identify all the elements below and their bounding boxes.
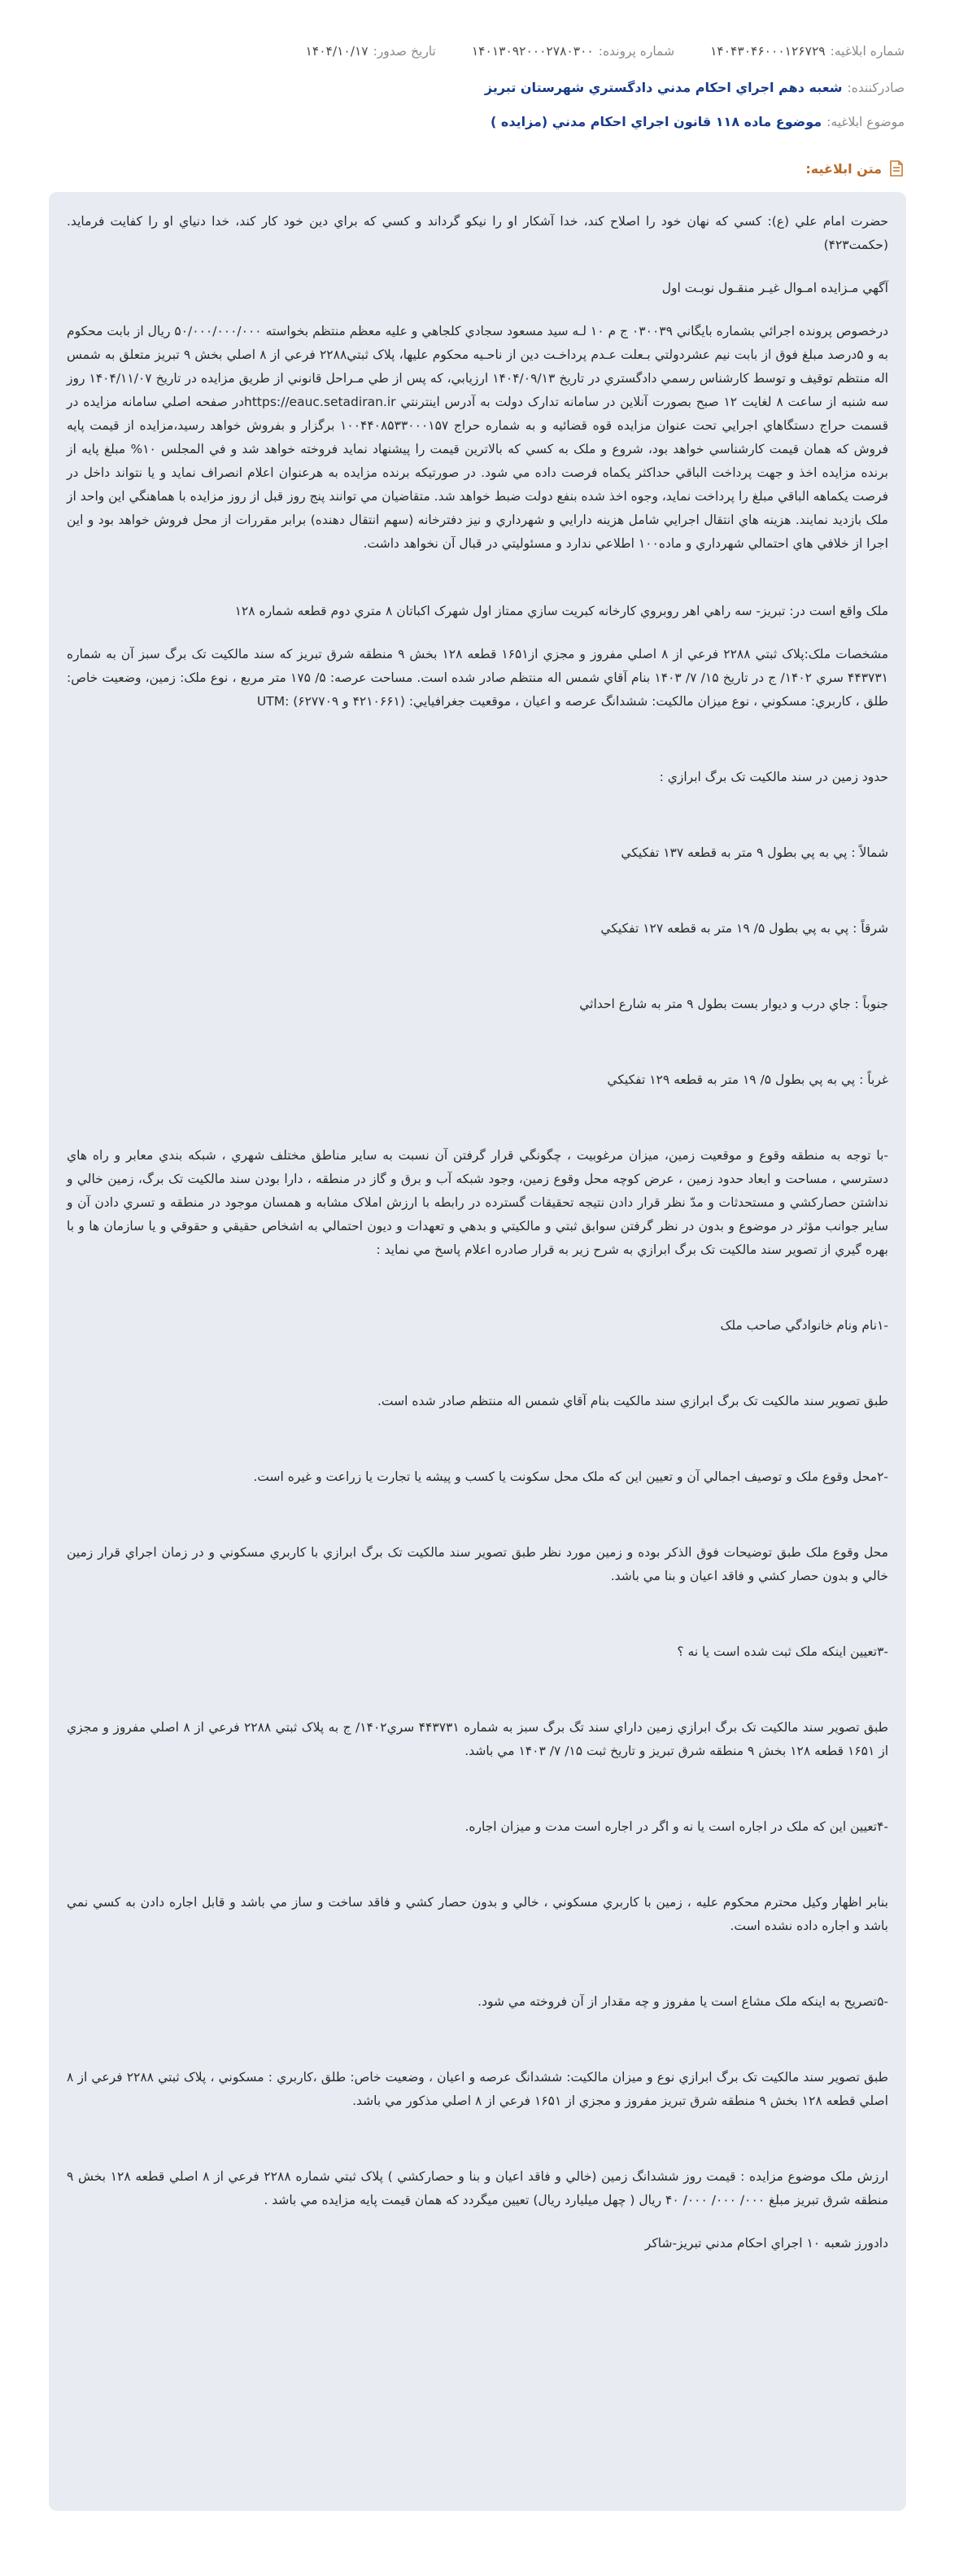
signature: دادورز شعبه ۱۰ اجراي احکام مدني تبريز-شاکر [644, 2236, 888, 2251]
item-2-heading: -۲محل وقوع ملک و توصيف اجمالي آن و تعيين اين که ملک محل سکونت يا کسب و پيشه يا تجارت يا زراعت و غيره است. [253, 1469, 888, 1484]
property-value: ارزش ملک موضوع مزايده : قيمت روز ششدانگ زمين (خالي و فاقد اعيان و بنا و حصارکشي ) پلاک ثبتي شماره ۲۲۸۸ فرعي از ۸ اصلي قطعه ۱۲۸ بخش ۹ منطقه شرق تبريز مبلغ ۰۰۰/ ۰۰۰/ ۰۰۰/ ۴۰ ريال ( چهل ميليارد ريال) تعيين ميگردد که همان قيمت پايه مزايده مي باشد . [67, 2169, 889, 2207]
boundary-east: شرقاً : پي به پي بطول ۵/ ۱۹ متر به قطعه ۱۲۷ تفکيکي [600, 921, 888, 936]
auction-details-paragraph: درخصوص پرونده اجرائي بشماره بايگاني ۰۳۰۰۳۹ ج م ۱۰ لـه سيد مسعود سجادي کلجاهي و عليه معظم منتظم بخواسته ۵۰/۰۰۰/۰۰۰/۰۰۰ ريال از بابت محکوم به و ۵درصد مبلغ فوق از بابت نيم عشردولتي بـعلت عـدم پرداخـت دين از ناحـيه محکوم عليها، پلاک ثبتي۲۲۸۸ فرعي از ۸ اصلي بخش ۹ تبريز متعلق به شمس اله منتظم توقيف و توسط کارشناس رسمي دادگستري در تاريخ ۱۴۰۴/۰۹/۱۳ ارزيابي، که پس از طي مـراحل قانوني از طريق مزايده در تاريخ ۱۴۰۴/۱۱/۰۷ روز سه شنبه از ساعت ۸ لغايت ۱۲ صبح بصورت آنلاين در سامانه تدارک دولت به آدرس اينترنتي https://eauc.setadiran.irدر صفحه اصلي سامانه مزايده در قسمت حراج دستگاهاي اجرايي تحت عنوان مزايده قوه قضائيه و به شماره حراج ۱۰۰۴۴۰۸۵۳۳۰۰۰۱۵۷ برگزار و بفروش خواهد رسيد،مزايده از قيمت پايه فروش که همان قيمت کارشناسي خواهد بود، شروع و ملک به کسي که بالاترين قيمت را پيشنهاد نمايد فروخته خواهد شد و في المجلس ۱۰% مبلغ پايه از برنده مزايده اخذ و جهت پرداخت الباقي حداکثر يکماه فرصت داده مي شود. در صورتيکه برنده مزايده به هرعنوان اعلام انصراف نمايد و يا نتواند داخل در فرصت يکماهه الباقي مبلغ را پرداخت نمايد، وجوه اخذ شده بنفع دولت ضبط خواهد شد. متقاضيان مي توانند پنج روز قبل از روز مزايده با هماهنگي اين واحد از ملک بازديد نمايند. هزينه هاي انتقال اجرايي شامل هزينه دارايي و شهرداري و نيز دفترخانه (سهم انتقال دهنده) برابر مقررات از محل فروش خواهد بود و اين اجرا از خلافي هاي احتمالي شهرداري و ماده۱۰۰ اطلاعي ندارد و مسئوليتي در قبال آن نخواهد داشت. [67, 324, 889, 551]
text-label-row [805, 159, 905, 177]
property-specs: مشخصات ملک:پلاک ثبتي ۲۲۸۸ فرعي از ۸ اصلي مفروز و مجزي از۱۶۵۱ قطعه ۱۲۸ بخش ۹ منطقه شرق تبريز که سند مالکيت تک برگ سبز آن به شماره ۴۴۳۷۳۱ سري ۱۴۰۲/ ج در تاريخ ۱۵/ ۷/ ۱۴۰۳ بنام آقاي شمس اله منتظم صادر شده است. مساحت عرصه: ۵/ ۱۷۵ متر مربع ، نوع ملک: زمين، وضعيت خاص: طلق ، کاربري: مسکوني ، نوع ميزان مالکيت: ششدانگ عرصه و اعيان ، موقعيت جغرافيايي: (۴۲۱۰۶۶۱ و ۶۲۷۷۰۹) :UTM [67, 647, 888, 709]
issue-date-label: تاريخ صدور: [373, 44, 436, 59]
appraisal-basis: -با توجه به منطقه وقوع و موقعيت زمين، ميزان مرغوبيت ، چگونگي قرار گرفتن آن نسبت به ساير مناطق مختلف شهري ، شبکه بندي معابر و راه هاي دسترسي ، مساحت و ابعاد حدود زمين ، عرض کوچه محل وقوع زمين، وجود شبکه آب و برق و گاز در منطقه ، دارا بودن سند مالکيت تک برگ، زمين خالي و نداشتن حصارکشي و مستحدثات و مدّ نظر قرار دادن نتيجه تحقيقات گسترده در رابطه با ارزش املاک مشابه و همسان موجود در منطقه و تسري دادن آن و ساير جوانب مؤثر در موضوع و بدون در نظر گرفتن سوابق ثبتي و مالکيتي و بدهي و تعهدات و ديون احتمالي به اشخاص حقيقي و حقوقي و يا سازمان ها و با بهره گيري از تصوير سند مالکيت تک برگ ابرازي به شرح زير به قرار صادره اعلام پاسخ مي نمايد : [67, 1148, 888, 1257]
boundary-west: غرباً : پي به پي بطول ۵/ ۱۹ متر به قطعه ۱۲۹ تفکيکي [607, 1072, 888, 1087]
item-2-answer: محل وقوع ملک طبق توضيحات فوق الذکر بوده و زمين مورد نظر طبق تصوير سند مالکيت تک برگ ابرازي با کاربري مسکوني و در زمان اجراي قرار زمين خالي و بدون حصار کشي و فاقد اعيان و بنا مي باشد. [67, 1545, 888, 1583]
notice-number: ۱۴۰۴۳۰۴۶۰۰۰۱۲۶۷۲۹ [710, 44, 826, 59]
ad-title: آگهي مـزايده امـوال غيـر منقـول نوبـت اول [661, 281, 888, 295]
issuer-name: شعبه دهم اجراي احکام مدني دادگستري شهرستان تبريز [484, 80, 843, 95]
subject-row [50, 114, 905, 129]
document-icon [888, 159, 905, 177]
case-number-label: شماره پرونده: [598, 44, 675, 59]
item-5-answer: طبق تصوير سند مالکيت تک برگ ابرازي نوع و ميزان مالکيت: ششدانگ عرصه و اعيان ، وضعيت خاص: طلق ،کاربري : مسکوني ، پلاک ثبتي ۲۲۸۸ فرعي از ۸ اصلي قطعه ۱۲۸ بخش ۹ منطقه شرق تبريز مفروز و مجزي از ۱۶۵۱ فرعي از ۸ اصلي مذکور مي باشد. [67, 2070, 889, 2108]
subject-label: موضوع ابلاغيه: [826, 114, 905, 129]
issuer-label: صادرکننده: [847, 80, 905, 95]
case-number: ۱۴۰۱۳۰۹۲۰۰۰۲۷۸۰۳۰۰ [471, 44, 594, 59]
item-4-heading: -۴تعيين اين که ملک در اجاره است يا نه و اگر در اجاره است مدت و ميزان اجاره. [464, 1819, 888, 1834]
boundary-north: شمالاً : پي به پي بطول ۹ متر به قطعه ۱۳۷ تفکيکي [621, 845, 888, 860]
item-4-answer: بنابر اظهار وکيل محترم محکوم عليه ، زمين با کاربري مسکوني ، خالي و بدون حصار کشي و فاقد ساخت و ساز مي باشد و قابل اجاره دادن به کسي نمي باشد و اجاره داده نشده است. [67, 1895, 888, 1933]
hadith-quote: حضرت امام علي (ع): کسي که نهان خود را اصلاح کند، خدا آشکار او را نيکو گرداند و کسي که براي دين خود کار کند، خدا دنياي او را کفايت فرمايد. (حکمت۴۲۳) [67, 214, 888, 252]
boundaries-heading: حدود زمين در سند مالکيت تک برگ ابرازي : [659, 770, 888, 784]
subject-value: موضوع ماده ۱۱۸ قانون اجراي احكام مدني (مزايده ) [491, 114, 822, 129]
text-label: متن ابلاغيه: [805, 160, 882, 177]
item-3-answer: طبق تصوير سند مالکيت تک برگ ابرازي زمين داراي سند تگ برگ سبز به شماره ۴۴۳۷۳۱ سري۱۴۰۲/ ج به پلاک ثبتي ۲۲۸۸ فرعي از ۸ اصلي مفروز و مجزي از ۱۶۵۱ قطعه ۱۲۸ بخش ۹ منطقه شرق تبريز و تاريخ ثبت ۱۵/ ۷/ ۱۴۰۳ مي باشد. [67, 1720, 888, 1758]
notice-number-label: شماره ابلاغيه: [830, 44, 905, 59]
notice-body [49, 192, 906, 2511]
issue-date: ۱۴۰۴/۱۰/۱۷ [305, 44, 368, 59]
item-5-heading: -۵تصريح به اينکه ملک مشاع است يا مفروز و چه مقدار از آن فروخته مي شود. [478, 1994, 888, 2009]
item-1-heading: -۱نام ونام خانوادگي صاحب ملک [720, 1318, 888, 1333]
notice-meta-row [50, 44, 905, 59]
item-1-answer: طبق تصوير سند مالکيت تک برگ ابرازي سند مالکيت بنام آقاي شمس اله منتظم صادر شده است. [377, 1394, 888, 1408]
issuer-row [50, 80, 905, 95]
item-3-heading: -۳تعيين اينکه ملک ثبت شده است يا نه ؟ [677, 1644, 888, 1659]
boundary-south: جنوباً : جاي درب و ديوار بست بطول ۹ متر به شارع احداثي [579, 997, 888, 1011]
property-location: ملک واقع است در: تبريز- سه راهي اهر روبروي کارخانه کبريت سازي ممتاز اول شهرک اکباتان ۸ متري دوم قطعه شماره ۱۲۸ [234, 604, 888, 618]
